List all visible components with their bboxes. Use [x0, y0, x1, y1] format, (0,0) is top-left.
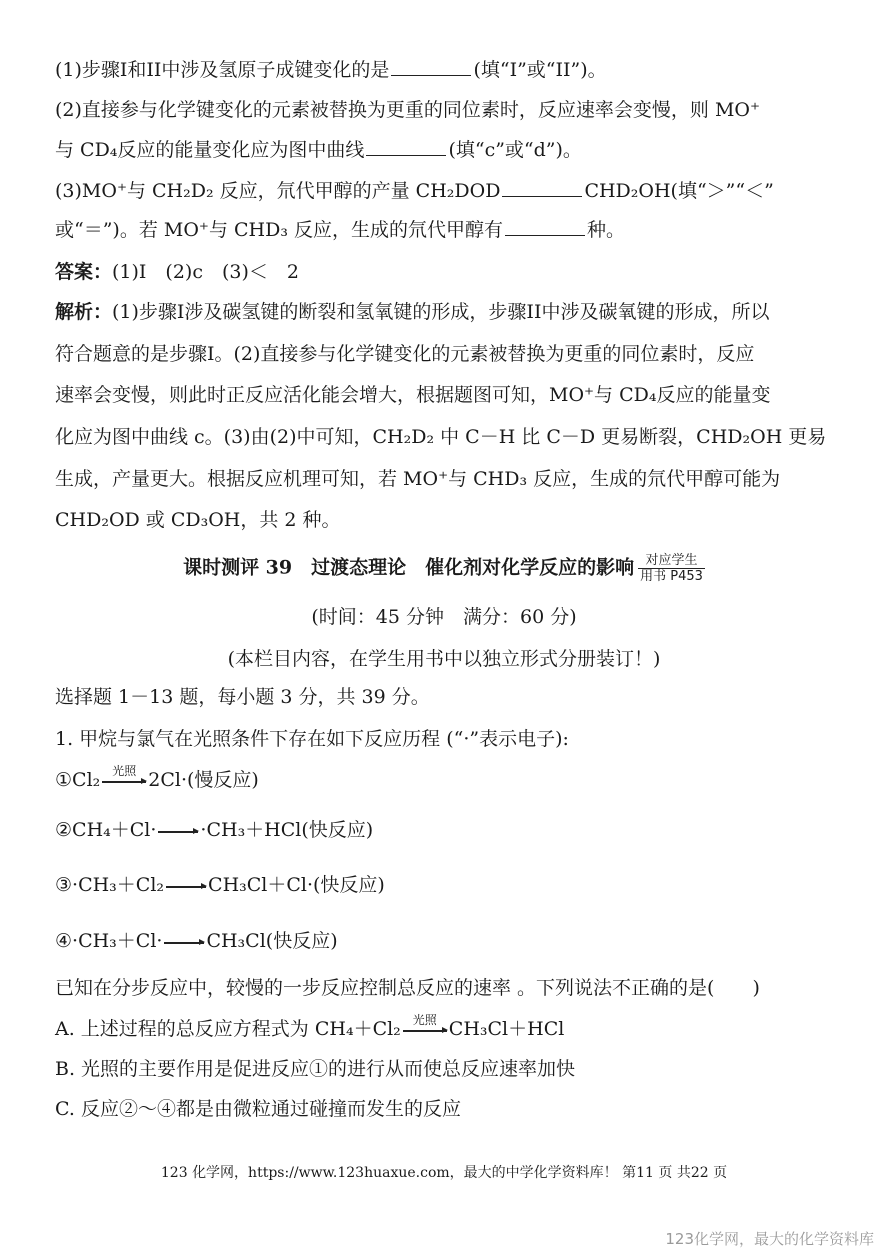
reaction-condition: 光照: [412, 1013, 437, 1028]
q3-line-2: [55, 217, 625, 243]
q1-line: [55, 57, 607, 83]
reaction-left: ②CH₄＋Cl·: [55, 819, 157, 841]
q3-tail: CHD₂OH(填“＞”“＜”: [584, 180, 774, 202]
reaction-left: ③·CH₃＋Cl₂: [55, 874, 165, 896]
answer-text: (1)I (2)c (3)＜ 2: [112, 261, 299, 283]
reaction-right: CH₃Cl(快反应): [206, 930, 338, 952]
q1-tail: (填“I”或“II”)。: [473, 59, 607, 81]
arrow-line: [102, 781, 146, 782]
option-b[interactable]: B. 光照的主要作用是促进反应①的进行从而使总反应速率加快: [55, 1058, 576, 1080]
q3-tail-2: 种。: [586, 219, 625, 241]
note-line: (本栏目内容，在学生用书中以独立形式分册装订！): [227, 648, 661, 670]
reaction-arrow: [403, 1013, 447, 1031]
reference-bottom: 用书 P453: [640, 569, 703, 584]
reaction-arrow: [164, 940, 204, 943]
reaction-arrow: [102, 764, 146, 782]
section-title: [0, 553, 888, 584]
reaction-left: ④·CH₃＋Cl·: [55, 930, 163, 952]
reaction-3: [55, 872, 385, 898]
option-a-left: A. 上述过程的总反应方程式为 CH₄＋Cl₂: [55, 1018, 401, 1040]
question-1: 1. 甲烷与氯气在光照条件下存在如下反应历程 (“·”表示电子):: [55, 728, 569, 750]
q3-line-1: [55, 178, 774, 204]
arrow-line: [166, 886, 206, 887]
arrow-line: [158, 831, 198, 832]
reaction-1: [55, 764, 259, 793]
analysis-line-1: [55, 299, 769, 325]
q2-tail: (填“c”或“d”)。: [448, 139, 582, 161]
reference-top: 对应学生: [638, 553, 705, 569]
intro-line: 选择题 1－13 题，每小题 3 分，共 39 分。: [55, 686, 430, 708]
watermark: 123化学网，最大的化学资料库: [665, 1230, 874, 1248]
analysis-text: (1)步骤I涉及碳氢键的断裂和氢氧键的形成，步骤II中涉及碳氧键的形成，所以: [112, 301, 770, 323]
time-line: (时间：45 分钟 满分：60 分): [311, 606, 577, 628]
answer-blank[interactable]: [502, 178, 582, 197]
analysis-line-4: 化应为图中曲线 c。(3)由(2)中可知，CH₂D₂ 中 C－H 比 C－D 更易断裂，CHD₂OH 更易: [55, 426, 827, 448]
reaction-arrow: [158, 829, 198, 832]
arrow-line: [164, 942, 204, 943]
option-a-right: CH₃Cl＋HCl: [448, 1018, 565, 1040]
analysis-label: 解析：: [55, 301, 113, 323]
reaction-left: ①Cl₂: [55, 769, 101, 791]
answer-label: 答案：: [55, 261, 113, 283]
reaction-arrow: [166, 884, 206, 887]
analysis-line-3: 速率会变慢，则此时正反应活化能会增大，根据题图可知，MO⁺与 CD₄反应的能量变: [55, 384, 771, 406]
q2-line-1: (2)直接参与化学键变化的元素被替换为更重的同位素时，反应速率会变慢，则 MO⁺: [55, 99, 761, 121]
reaction-right: 2Cl·(慢反应): [148, 769, 259, 791]
answer-blank[interactable]: [505, 217, 585, 236]
analysis-line-2: 符合题意的是步骤I。(2)直接参与化学键变化的元素被替换为更重的同位素时，反应: [55, 343, 755, 365]
option-a[interactable]: [55, 1013, 565, 1042]
q2-line-2: [55, 137, 582, 163]
analysis-line-6: CHD₂OD 或 CD₃OH，共 2 种。: [55, 509, 341, 531]
answer-blank[interactable]: [391, 57, 471, 76]
analysis-line-5: 生成，产量更大。根据反应机理可知，若 MO⁺与 CHD₃ 反应，生成的氘代甲醇可能为: [55, 468, 781, 490]
q2-text: 与 CD₄反应的能量变化应为图中曲线: [55, 139, 365, 161]
textbook-reference: [638, 553, 705, 584]
option-c[interactable]: C. 反应②～④都是由微粒通过碰撞而发生的反应: [55, 1098, 461, 1120]
reaction-right: ·CH₃＋HCl(快反应): [200, 819, 374, 841]
section-title-text: 课时测评 39 过渡态理论 催化剂对化学反应的影响: [183, 556, 635, 579]
page-footer: 123 化学网，https://www.123huaxue.com，最大的中学化学资料库！ 第11 页 共22 页: [160, 1165, 728, 1181]
reaction-4: [55, 928, 338, 954]
reaction-right: CH₃Cl＋Cl·(快反应): [208, 874, 385, 896]
reaction-condition: 光照: [112, 764, 137, 779]
answer-line: [55, 259, 299, 285]
answer-blank[interactable]: [366, 137, 446, 156]
q3-text-2: 或“＝”)。若 MO⁺与 CHD₃ 反应，生成的氘代甲醇有: [55, 219, 503, 241]
q1-text: (1)步骤I和II中涉及氢原子成键变化的是: [55, 59, 390, 81]
reaction-2: [55, 817, 373, 843]
known-line: 已知在分步反应中，较慢的一步反应控制总反应的速率 。下列说法不正确的是( ): [55, 977, 760, 999]
arrow-line: [403, 1030, 447, 1031]
q3-text: (3)MO⁺与 CH₂D₂ 反应，氘代甲醇的产量 CH₂DOD: [55, 180, 501, 202]
